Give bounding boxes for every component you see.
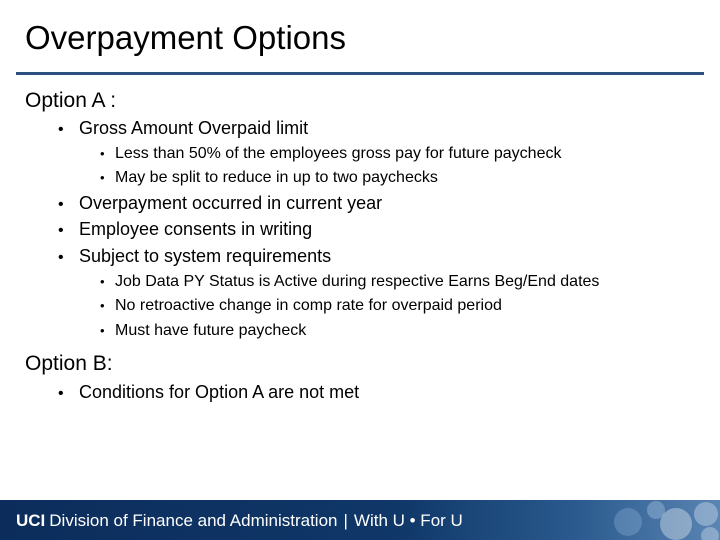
sub-bullet-item — [100, 321, 306, 341]
slide-title: Overpayment Options — [25, 19, 346, 56]
section-heading-option-a: Option A : — [25, 89, 117, 112]
bullet-icon: • — [100, 298, 105, 313]
title-divider — [16, 72, 704, 75]
bullet-icon: • — [58, 196, 64, 213]
sub-bullet-item — [100, 144, 561, 164]
footer-branding — [16, 510, 463, 532]
sub-bullet-text: No retroactive change in comp rate for overpaid period — [115, 297, 502, 314]
footer-separator: | — [343, 511, 348, 530]
bullet-item — [58, 381, 359, 405]
bullet-item — [58, 192, 382, 216]
footer-division: Division of Finance and Administration — [49, 511, 338, 530]
bullet-text: Conditions for Option A are not met — [79, 382, 360, 402]
bullet-icon: • — [100, 274, 105, 289]
section-heading-option-b: Option B: — [25, 352, 113, 375]
bullet-icon: • — [100, 170, 105, 185]
bullet-icon: • — [58, 222, 64, 239]
footer-tagline: With U • For U — [353, 511, 463, 530]
bullet-item — [58, 245, 331, 269]
bullet-item — [58, 117, 308, 141]
bullet-item — [58, 218, 312, 242]
bullet-icon: • — [100, 146, 105, 161]
sub-bullet-text: Job Data PY Status is Active during respective Earns Beg/End dates — [115, 273, 600, 290]
bullet-icon: • — [58, 121, 64, 138]
sub-bullet-item — [100, 168, 438, 188]
uci-logo: UCI — [16, 511, 46, 530]
bullet-text: Gross Amount Overpaid limit — [79, 118, 309, 138]
bullet-text: Employee consents in writing — [79, 219, 313, 239]
bullet-text: Overpayment occurred in current year — [79, 193, 383, 213]
footer-bar — [0, 500, 720, 540]
sub-bullet-text: May be split to reduce in up to two paychecks — [115, 169, 438, 186]
sub-bullet-item — [100, 296, 502, 316]
bullet-icon: • — [100, 323, 105, 338]
bullet-icon: • — [58, 385, 64, 402]
bullet-text: Subject to system requirements — [79, 246, 332, 266]
decorative-bubbles-icon — [610, 500, 720, 540]
sub-bullet-text: Must have future paycheck — [115, 322, 307, 339]
sub-bullet-text: Less than 50% of the employees gross pay for future paycheck — [115, 145, 562, 162]
sub-bullet-item — [100, 272, 599, 292]
bullet-icon: • — [58, 249, 64, 266]
